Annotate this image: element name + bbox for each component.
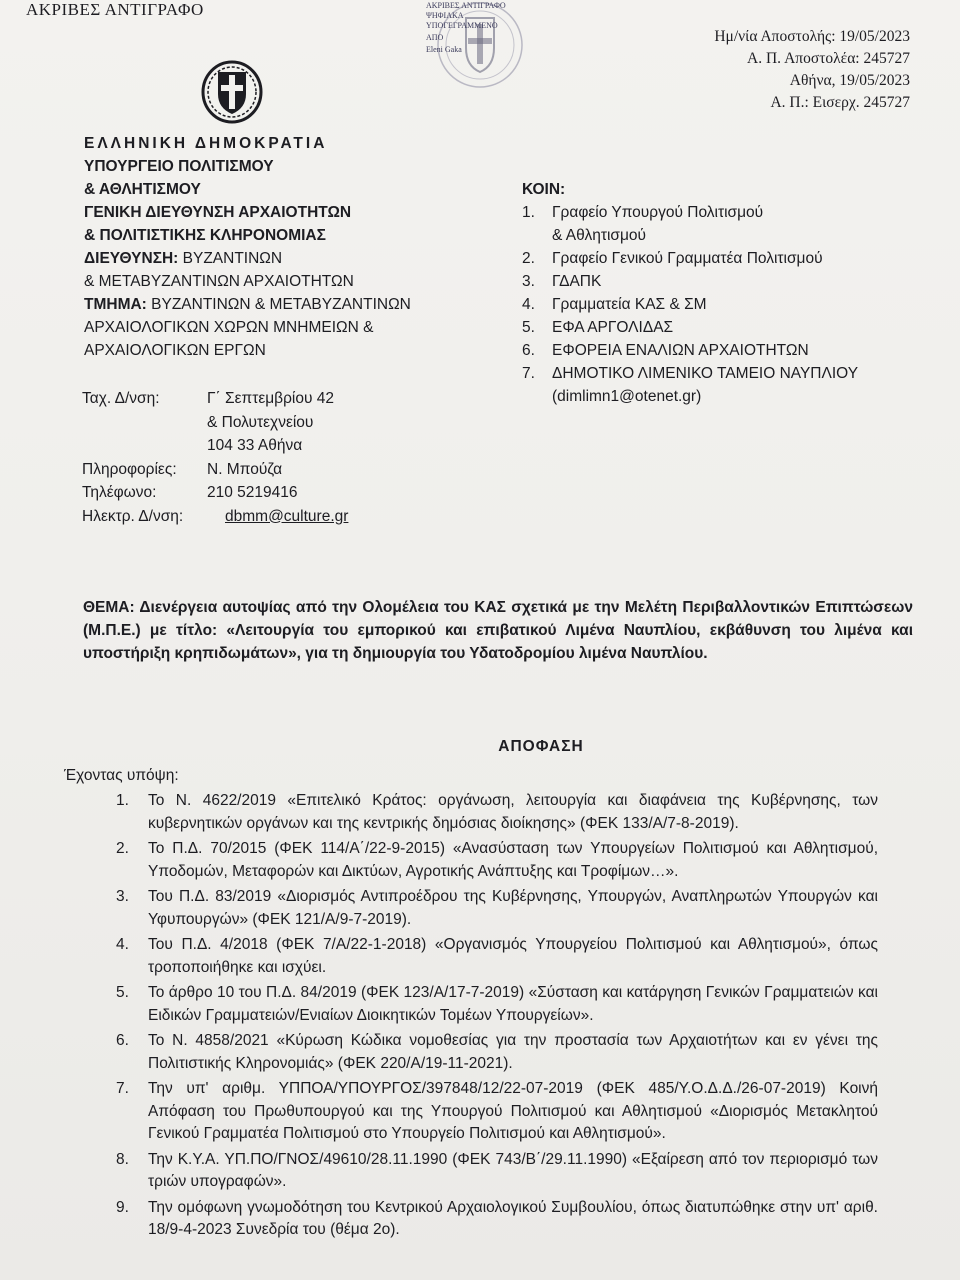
cc-item: & Αθλητισμού xyxy=(552,227,646,244)
address-row xyxy=(82,387,348,411)
legal-basis-list xyxy=(116,790,878,1245)
incoming-protocol: Α. Π.: Εισερχ. 245727 xyxy=(770,94,910,111)
cc-item: 3. ΓΔΑΠΚ xyxy=(522,273,602,290)
general-directorate: ΓΕΝΙΚΗ ΔΙΕΥΘΥΝΣΗ ΑΡΧΑΙΟΤΗΤΩΝ xyxy=(84,204,352,221)
cc-item: 5. ΕΦΑ ΑΡΓΟΛΙΔΑΣ xyxy=(522,319,674,336)
address-label: Ταχ. Δ/νση: xyxy=(82,390,160,407)
address-value-line2: & Πολυτεχνείου xyxy=(207,413,314,431)
department-value: ΒΥΖΑΝΤΙΝΩΝ & ΜΕΤΑΒΥΖΑΝΤΙΝΩΝ xyxy=(146,296,411,313)
address-value-line3: 104 33 Αθήνα xyxy=(207,437,303,454)
list-item: 9. Την ομόφωνη γνωμοδότηση του Κεντρικού Αρχαιολογικού Συμβουλίου, όπως διατυπώθηκε στην υπ' αριθ. 18/9-4-2023 Συνεδρία του (θέμα 2ο). xyxy=(116,1198,878,1238)
list-item: 6. Το Ν. 4858/2021 «Κύρωση Κώδικα νομοθεσίας για την προστασία των Αρχαιοτήτων και εν γένει της Πολιτιστικής Κληρονομιάς» (ΦΕΚ 220/Α/19-11-2021). xyxy=(116,1032,878,1072)
contact-details xyxy=(82,387,348,528)
directorate-value: ΒΥΖΑΝΤΙΝΩΝ xyxy=(178,250,283,267)
seal-line: Eleni Gaka xyxy=(426,45,462,54)
email-row xyxy=(82,505,348,529)
dispatch-date: Ημ/νία Αποστολής: 19/05/2023 xyxy=(714,28,910,45)
cc-item: 2. Γραφείο Γενικού Γραμματέα Πολιτισμού xyxy=(522,250,823,267)
seal-line: ΑΚΡΙΒΕΣ ΑΝΤΙΓΡΑΦΟ xyxy=(426,1,506,10)
republic-name: ΕΛΛΗΝΙΚΗ ΔΗΜΟΚΡΑΤΙΑ xyxy=(84,135,328,152)
decision-title: ΑΠΟΦΑΣΗ xyxy=(498,738,584,755)
place-date: Αθήνα, 19/05/2023 xyxy=(789,72,910,89)
list-item: 4. Του Π.Δ. 4/2018 (ΦΕΚ 7/Α/22-1-2018) «Οργανισμός Υπουργείου Πολιτισμού και Αθλητισμού», όπως τροποποιήθηκε και ισχύει. xyxy=(116,936,878,976)
list-item: 7. Την υπ' αριθμ. ΥΠΠΟΑ/ΥΠΟΥΡΓΟΣ/397848/12/22-07-2019 (ΦΕΚ 485/Υ.Ο.Δ.Δ./26-07-2019) Κοινή Απόφαση του Πρωθυπουργού και της Υπουργού Πολιτισμού και Αθλητισμού «Διορισμός Μετακλητού Γενικού Γραμματέα Πολιτισμού στο Υπουργείο Πολιτισμού και Αθλητισμού». xyxy=(116,1080,878,1142)
info-label: Πληροφορίες: xyxy=(82,460,177,478)
seal-line: ΑΠΟ xyxy=(426,33,444,42)
email-label: Ηλεκτρ. Δ/νση: xyxy=(82,507,184,525)
dispatch-info xyxy=(714,26,910,114)
seal-line: ΨΗΦΙΑΚΑ xyxy=(426,11,464,20)
list-item: 5. Το άρθρο 10 του Π.Δ. 84/2019 (ΦΕΚ 123/Α/17-7-2019) «Σύσταση και κατάργηση Γενικών Γραμματειών και Ειδικών Γραμματειών/Ενιαίων Διοικητικών Τομέων Υπουργείων». xyxy=(116,984,878,1024)
greek-coat-of-arms-icon xyxy=(200,58,264,124)
cc-item: (dimlimn1@otenet.gr) xyxy=(552,388,702,405)
list-item: 8. Την Κ.Υ.Α. ΥΠ.ΠΟ/ΓΝΟΣ/49610/28.11.1990 (ΦΕΚ 743/Β΄/29.11.1990) «Εξαίρεση από τον περιορισμό των τριών υπογραφών». xyxy=(116,1150,878,1190)
list-item: 1. Το Ν. 4622/2019 «Επιτελικό Κράτος: οργάνωση, λειτουργία και διαφάνεια της Κυβέρνησης, των κυβερνητικών οργάνων και της κεντρικής δημόσιας διοίκησης» (ΦΕΚ 133/Α/7-8-2019). xyxy=(116,792,878,832)
cc-item: 1. Γραφείο Υπουργού Πολιτισμού xyxy=(522,204,764,221)
list-item: 2. Το Π.Δ. 70/2015 (ΦΕΚ 114/Α΄/22-9-2015) «Ανασύσταση των Υπουργείων Πολιτισμού και Αθλητισμού, Υποδομών, Μεταφορών και Δικτύων, Αγροτικής Ανάπτυξης και Τροφίμων…». xyxy=(116,840,878,880)
directorate-line2: & ΜΕΤΑΒΥΖΑΝΤΙΝΩΝ ΑΡΧΑΙΟΤΗΤΩΝ xyxy=(84,273,354,290)
phone-row xyxy=(82,481,348,505)
ministry-name: ΥΠΟΥΡΓΕΙΟ ΠΟΛΙΤΙΣΜΟΥ xyxy=(84,158,274,175)
department xyxy=(84,293,411,316)
ministry-header xyxy=(84,132,411,362)
address-value: Γ΄ Σεπτεμβρίου 42 xyxy=(207,390,334,407)
info-row xyxy=(82,458,348,482)
department-label: ΤΜΗΜΑ: xyxy=(84,296,147,313)
ministry-name-line2: & ΑΘΛΗΤΙΣΜΟΥ xyxy=(84,181,201,198)
directorate-label: ΔΙΕΥΘΥΝΣΗ: xyxy=(84,250,179,267)
certified-copy-stamp: ΑΚΡΙΒΕΣ ΑΝΤΙΓΡΑΦΟ xyxy=(26,0,204,19)
seal-line: ΥΠΟΓΕΓΡΑΜΜΕΝΟ xyxy=(426,21,498,30)
recipients-cc xyxy=(522,178,858,408)
info-value: Ν. Μπούζα xyxy=(207,460,283,478)
sender-protocol: Α. Π. Αποστολέα: 245727 xyxy=(747,50,910,67)
general-directorate-line2: & ΠΟΛΙΤΙΣΤΙΚΗΣ ΚΛΗΡΟΝΟΜΙΑΣ xyxy=(84,227,326,244)
department-line3: ΑΡΧΑΙΟΛΟΓΙΚΩΝ ΕΡΓΩΝ xyxy=(84,342,266,359)
phone-value: 210 5219416 xyxy=(207,484,298,501)
email-link[interactable]: dbmm@culture.gr xyxy=(225,507,349,525)
subject-paragraph: ΘΕΜΑ: Διενέργεια αυτοψίας από την Ολομέλεια του ΚΑΣ σχετικά με την Μελέτη Περιβαλλοντικών Επιπτώσεων (Μ.Π.Ε.) με τίτλο: «Λειτουργία του εμπορικού και επιβατικού Λιμένα Ναυπλίου, εκβάθυνση του λιμένα και υποστήριξη κρηπιδωμάτων», για τη δημιουργία του Υδατοδρομίου λιμένα Ναυπλίου. xyxy=(83,599,913,662)
list-item: 3. Του Π.Δ. 83/2019 «Διορισμός Αντιπροέδρου της Κυβέρνησης, Υπουργών, Αναπληρωτών Υπουργών και Υφυπουργών» (ΦΕΚ 121/Α/9-7-2019). xyxy=(116,888,878,928)
cc-item: 7. ΔΗΜΟΤΙΚΟ ΛΙΜΕΝΙΚΟ ΤΑΜΕΙΟ ΝΑΥΠΛΙΟΥ xyxy=(522,365,859,382)
department-line2: ΑΡΧΑΙΟΛΟΓΙΚΩΝ ΧΩΡΩΝ ΜΝΗΜΕΙΩΝ & xyxy=(84,319,374,336)
cc-item: 6. ΕΦΟΡΕΙΑ ΕΝΑΛΙΩΝ ΑΡΧΑΙΟΤΗΤΩΝ xyxy=(522,342,809,359)
phone-label: Τηλέφωνο: xyxy=(82,484,157,501)
cc-title: ΚΟΙΝ: xyxy=(522,181,566,198)
cc-item: 4. Γραμματεία ΚΑΣ & ΣΜ xyxy=(522,296,707,313)
having-regard-label: Έχοντας υπόψη: xyxy=(64,767,179,784)
digital-signature-seal xyxy=(420,0,540,100)
directorate xyxy=(84,247,411,270)
